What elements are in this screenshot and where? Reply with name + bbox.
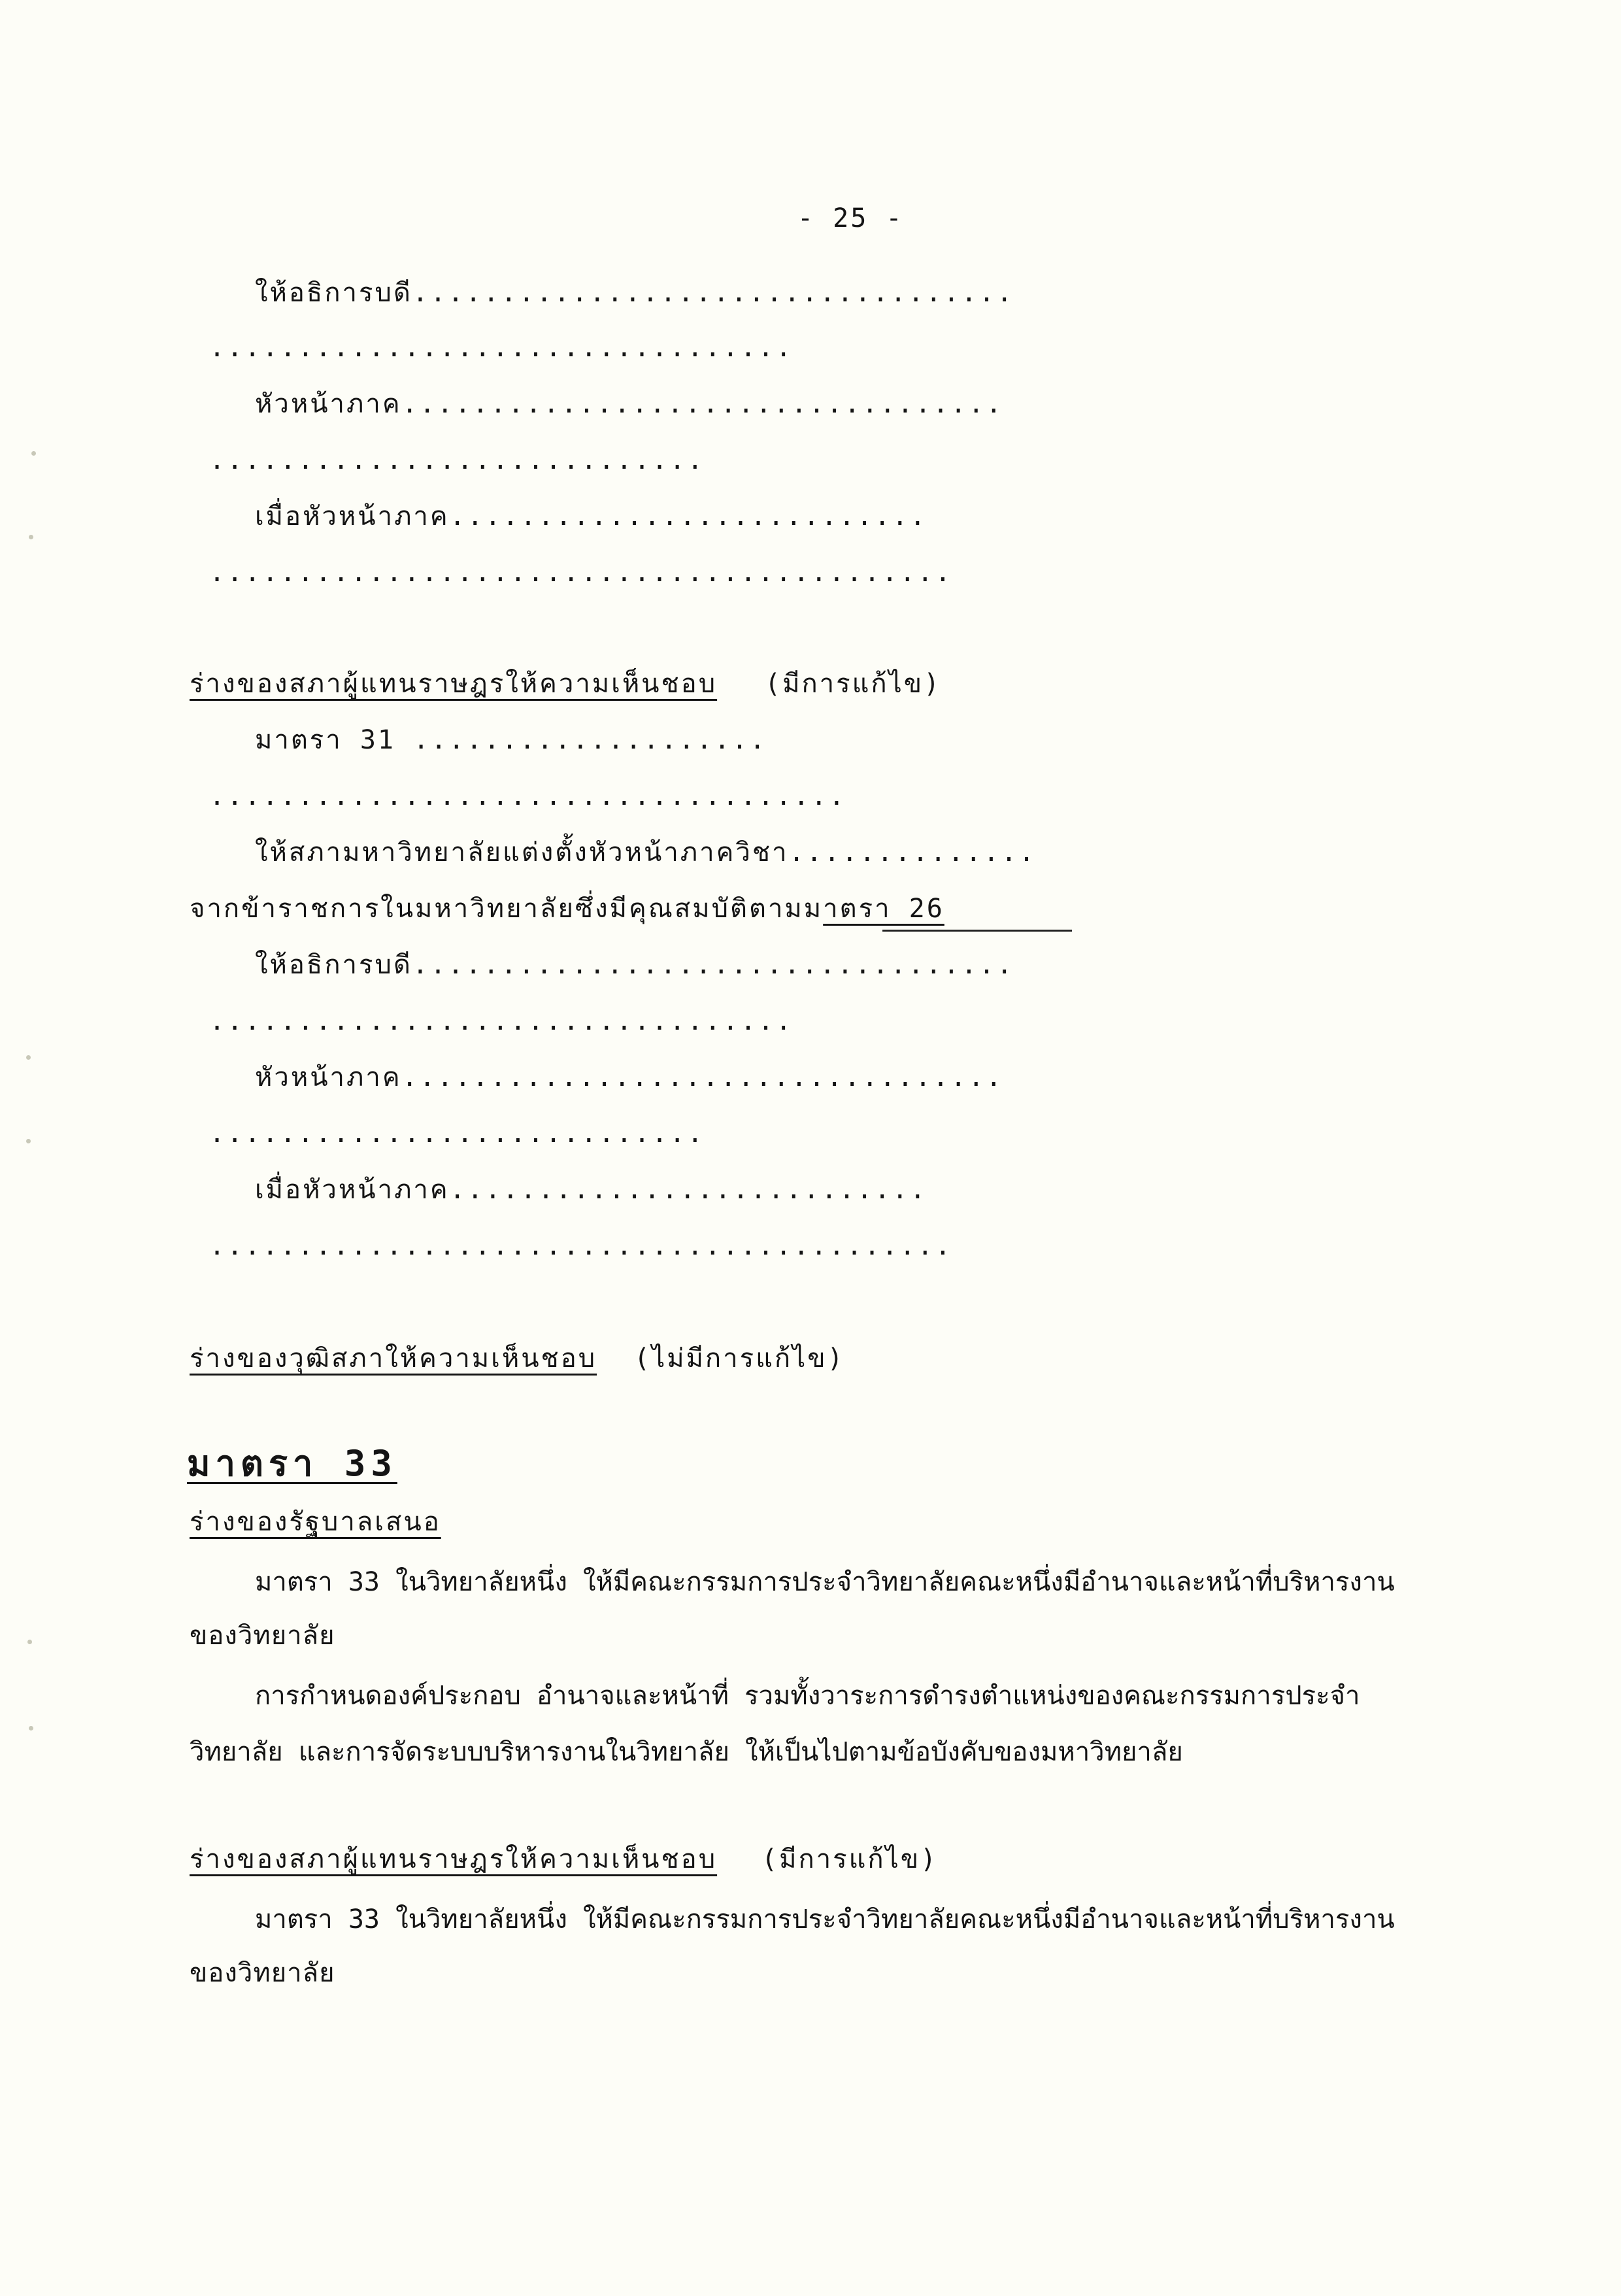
- dotted-line: ............................: [209, 445, 705, 475]
- scan-speck: [26, 1139, 31, 1143]
- amendment-status: (มีการแก้ไข): [761, 1844, 939, 1874]
- scan-speck: [29, 1726, 33, 1730]
- section-reference: าตรา 26: [823, 894, 944, 924]
- scan-speck: [29, 535, 33, 539]
- senate-heading: ร่างของวุฒิสภาให้ความเห็นชอบ: [190, 1343, 597, 1374]
- dotted-line: ....................................: [209, 781, 846, 811]
- form-line: ให้อธิการบดี..................................: [255, 278, 1014, 308]
- house-heading: ร่างของสภาผู้แทนราษฎรให้ความเห็นชอบ: [190, 669, 718, 699]
- form-line: หัวหน้าภาค..................................: [255, 1062, 1004, 1092]
- form-line: หัวหน้าภาค..................................: [255, 389, 1004, 419]
- dotted-line: ............................: [209, 1119, 705, 1149]
- section-line: มาตรา 31 ....................: [255, 725, 767, 755]
- form-line: เมื่อหัวหน้าภาค...........................: [255, 501, 927, 532]
- scan-speck: [27, 1640, 32, 1644]
- paragraph-line: ของวิทยาลัย: [190, 1621, 335, 1651]
- paragraph-line: ของวิทยาลัย: [190, 1958, 335, 1988]
- dotted-line: .................................: [209, 333, 794, 363]
- dotted-line: .................................: [209, 1006, 794, 1036]
- appoint-line: ให้สภามหาวิทยาลัยแต่งตั้งหัวหน้าภาควิชา..............: [255, 837, 1037, 868]
- section-title: มาตรา 33: [187, 1443, 397, 1484]
- dotted-line: ..........................................: [209, 558, 953, 588]
- government-heading: ร่างของรัฐบาลเสนอ: [190, 1507, 441, 1537]
- page-number: - 25 -: [797, 203, 904, 233]
- paragraph-line: มาตรา 33 ในวิทยาลัยหนึ่ง ให้มีคณะกรรมการประจำวิทยาลัยคณะหนึ่งมีอำนาจและหน้าที่บริหารงาน: [255, 1567, 1395, 1597]
- appoint-continuation-text: จากข้าราชการในมหาวิทยาลัยซึ่งมีคุณสมบัติตามม: [190, 894, 824, 924]
- dotted-line: ..........................................: [209, 1231, 953, 1261]
- house-heading: ร่างของสภาผู้แทนราษฎรให้ความเห็นชอบ: [190, 1844, 718, 1874]
- paragraph-line: การกำหนดองค์ประกอบ อำนาจและหน้าที่ รวมทั้งวาระการดำรงตำแหน่งของคณะกรรมการประจำ: [255, 1681, 1360, 1711]
- blank-underline: [882, 930, 1072, 932]
- scan-speck: [31, 451, 36, 456]
- paragraph-line: มาตรา 33 ในวิทยาลัยหนึ่ง ให้มีคณะกรรมการประจำวิทยาลัยคณะหนึ่งมีอำนาจและหน้าที่บริหารงาน: [255, 1904, 1395, 1934]
- form-line: เมื่อหัวหน้าภาค...........................: [255, 1175, 927, 1205]
- scan-speck: [26, 1055, 31, 1060]
- form-line: ให้อธิการบดี..................................: [255, 950, 1014, 980]
- amendment-status: (มีการแก้ไข): [765, 669, 942, 699]
- amendment-status: (ไม่มีการแก้ไข): [634, 1343, 845, 1374]
- paragraph-line: วิทยาลัย และการจัดระบบบริหารงานในวิทยาลัย ให้เป็นไปตามข้อบังคับของมหาวิทยาลัย: [190, 1737, 1183, 1767]
- appoint-continuation: [190, 890, 944, 927]
